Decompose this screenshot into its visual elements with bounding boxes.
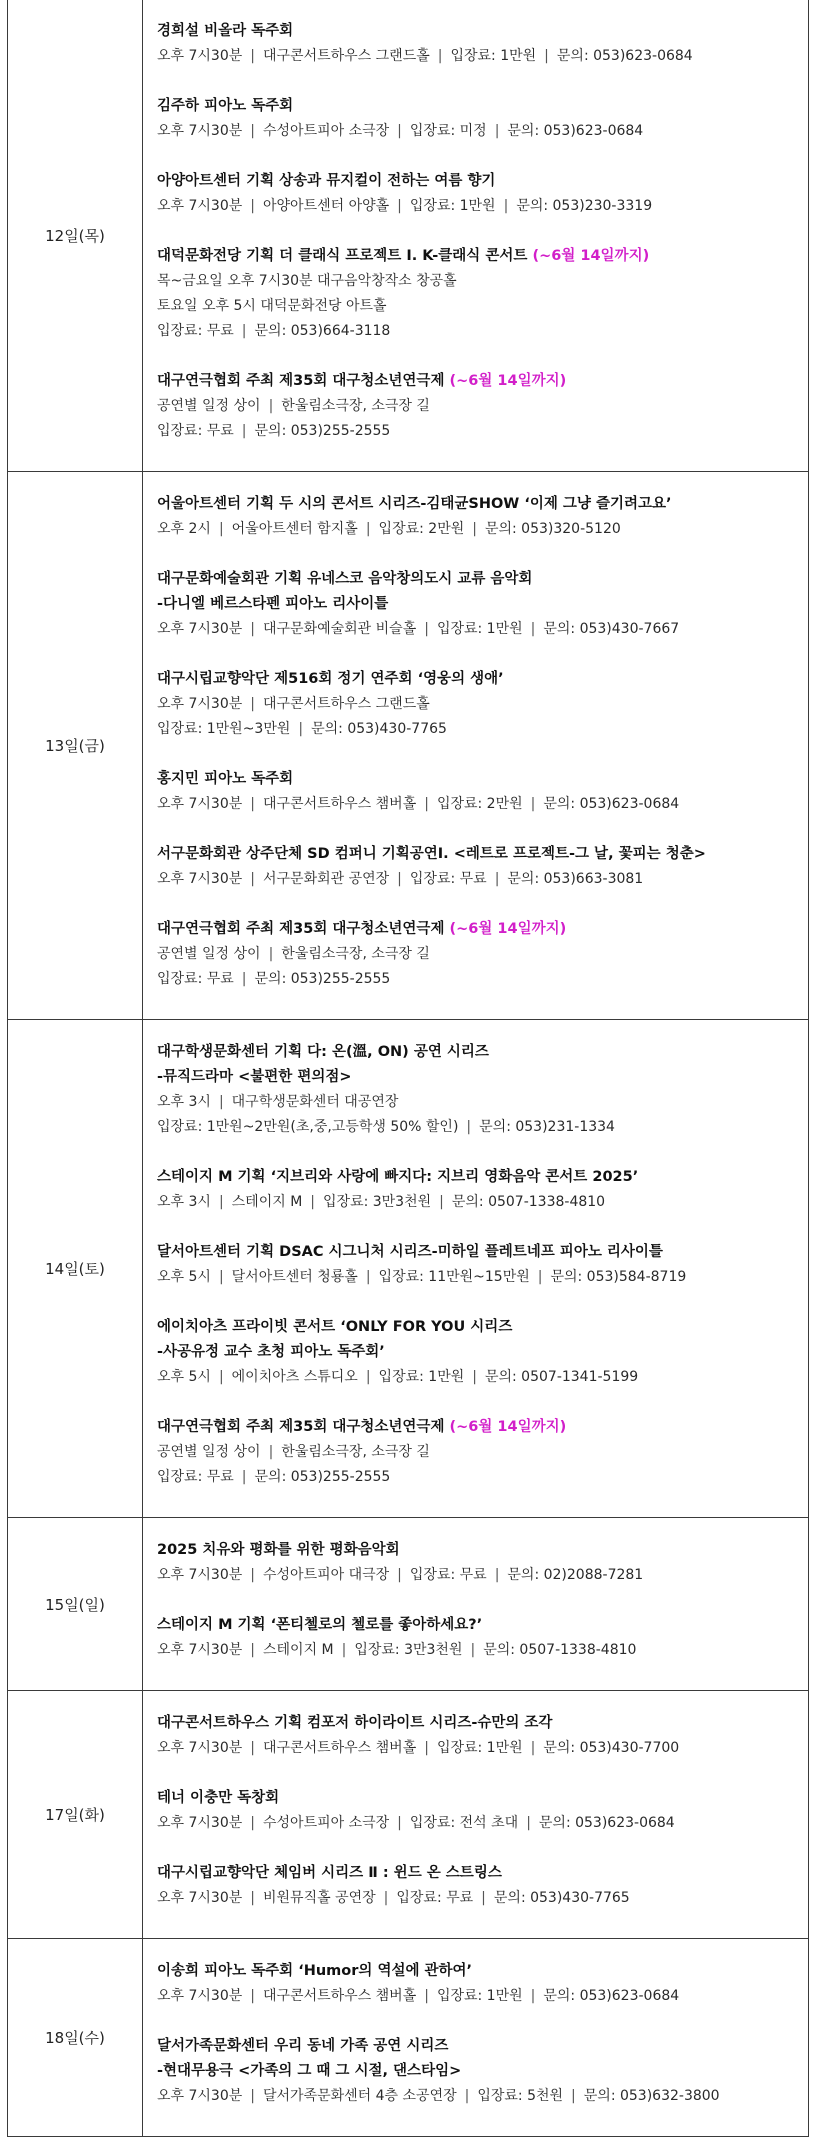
event-detail-line bbox=[157, 319, 794, 344]
event-subtitle: -뮤직드라마 <불편한 편의점> bbox=[157, 1069, 352, 1085]
event-title bbox=[157, 667, 794, 692]
separator: | bbox=[424, 796, 429, 812]
event-item bbox=[157, 1415, 794, 1490]
event-title bbox=[157, 1613, 794, 1638]
event-list bbox=[143, 1691, 808, 1938]
event-title-text: 대구연극협회 주최 제35회 대구청소년연극제 bbox=[157, 1419, 445, 1435]
event-title-text: 달서가족문화센터 우리 동네 가족 공연 시리즈 bbox=[157, 2038, 449, 2054]
separator: | bbox=[437, 48, 443, 64]
event-item bbox=[157, 567, 794, 642]
separator: | bbox=[241, 323, 247, 339]
event-detail: 오후 5시 bbox=[157, 1369, 211, 1385]
separator: | bbox=[464, 2088, 470, 2104]
event-detail: 수성아트피아 소극장 bbox=[263, 123, 390, 139]
events-cell bbox=[143, 472, 809, 1020]
event-detail-line bbox=[157, 1190, 794, 1215]
event-detail: 입장료: 무료 bbox=[409, 871, 487, 887]
event-title bbox=[157, 169, 794, 194]
event-period-note: (~6월 14일까지) bbox=[449, 1419, 567, 1435]
event-detail: 서구문화회관 공연장 bbox=[263, 871, 390, 887]
event-detail: 오후 2시 bbox=[157, 521, 211, 537]
event-detail-line bbox=[157, 269, 794, 294]
event-detail: 입장료: 미정 bbox=[409, 123, 487, 139]
event-title-text: 경희설 비올라 독주회 bbox=[157, 23, 294, 39]
event-title-text: 스테이지 M 기획 ‘폰티첼로의 첼로를 좋아하세요?’ bbox=[157, 1617, 483, 1633]
event-detail: 달서가족문화센터 4층 소공연장 bbox=[263, 2088, 457, 2104]
schedule-body bbox=[8, 0, 809, 2137]
separator: | bbox=[530, 796, 536, 812]
event-detail-line bbox=[157, 2084, 794, 2109]
event-title bbox=[157, 1959, 794, 1984]
event-title-text: 김주하 피아노 독주회 bbox=[157, 98, 294, 114]
event-detail: 입장료: 무료 bbox=[157, 971, 234, 987]
event-detail: 오후 7시30분 bbox=[157, 796, 243, 812]
event-detail: 입장료: 무료 bbox=[157, 423, 234, 439]
separator: | bbox=[472, 1369, 477, 1385]
event-title bbox=[157, 767, 794, 792]
event-detail: 문의: 053)430-7700 bbox=[543, 1740, 680, 1756]
event-detail-line bbox=[157, 942, 794, 967]
event-detail-line bbox=[157, 1886, 794, 1911]
event-detail: 문의: 0507-1341-5199 bbox=[484, 1369, 639, 1385]
separator: | bbox=[365, 1369, 371, 1385]
event-detail: 스테이지 M bbox=[231, 1194, 303, 1210]
separator: | bbox=[218, 1369, 224, 1385]
event-detail-line bbox=[157, 1090, 794, 1115]
event-title bbox=[157, 1040, 794, 1065]
event-detail-line bbox=[157, 792, 794, 817]
event-item bbox=[157, 1538, 794, 1588]
separator: | bbox=[310, 1194, 316, 1210]
separator: | bbox=[397, 1567, 402, 1583]
separator: | bbox=[298, 721, 304, 737]
event-detail: 입장료: 1만원~2만원(초,중,고등학생 50% 할인) bbox=[157, 1119, 459, 1135]
day-row bbox=[8, 1691, 809, 1939]
event-title bbox=[157, 2034, 794, 2059]
event-period-note: (~6월 14일까지) bbox=[532, 248, 650, 264]
separator: | bbox=[503, 198, 509, 214]
event-detail: 문의: 053)623-0684 bbox=[538, 1815, 675, 1831]
event-title bbox=[157, 1711, 794, 1736]
separator: | bbox=[250, 198, 255, 214]
event-detail: 입장료: 3만3천원 bbox=[323, 1194, 432, 1210]
event-item bbox=[157, 667, 794, 742]
event-title bbox=[157, 19, 794, 44]
event-detail: 입장료: 3만3천원 bbox=[354, 1642, 463, 1658]
event-detail-line bbox=[157, 419, 794, 444]
event-detail: 대구콘서트하우스 챔버홀 bbox=[263, 796, 417, 812]
event-title bbox=[157, 1165, 794, 1190]
event-item bbox=[157, 1613, 794, 1663]
event-detail: 아양아트센터 아양홀 bbox=[263, 198, 390, 214]
event-detail: 어울아트센터 함지홀 bbox=[231, 521, 358, 537]
separator: | bbox=[494, 123, 500, 139]
events-cell bbox=[143, 1518, 809, 1691]
event-detail: 오후 7시30분 bbox=[157, 1642, 243, 1658]
event-detail: 오후 7시30분 bbox=[157, 696, 243, 712]
event-detail-line bbox=[157, 1811, 794, 1836]
event-detail-line bbox=[157, 394, 794, 419]
event-title bbox=[157, 492, 794, 517]
event-detail: 오후 5시 bbox=[157, 1269, 211, 1285]
event-detail: 오후 7시30분 bbox=[157, 871, 243, 887]
event-detail: 오후 7시30분 bbox=[157, 621, 243, 637]
event-title bbox=[157, 1861, 794, 1886]
event-detail: 입장료: 1만원 bbox=[409, 198, 496, 214]
event-detail: 입장료: 2만원 bbox=[378, 521, 465, 537]
event-detail: 오후 7시30분 bbox=[157, 123, 243, 139]
separator: | bbox=[397, 871, 402, 887]
day-row bbox=[8, 0, 809, 472]
separator: | bbox=[494, 1567, 500, 1583]
event-detail: 오후 7시30분 bbox=[157, 1890, 243, 1906]
event-detail: 입장료: 5천원 bbox=[477, 2088, 564, 2104]
event-title-text: 달서아트센터 기획 DSAC 시그니처 시리즈-미하일 플레트네프 피아노 리사이틀 bbox=[157, 1244, 663, 1260]
event-title bbox=[157, 1315, 794, 1340]
event-detail: 수성아트피아 대극장 bbox=[263, 1567, 390, 1583]
separator: | bbox=[397, 1815, 402, 1831]
event-item bbox=[157, 2034, 794, 2109]
event-detail: 입장료: 1만원 bbox=[450, 48, 537, 64]
event-detail-line bbox=[157, 119, 794, 144]
separator: | bbox=[250, 796, 255, 812]
event-detail: 입장료: 1만원 bbox=[436, 1740, 523, 1756]
separator: | bbox=[250, 1567, 255, 1583]
separator: | bbox=[250, 1642, 255, 1658]
separator: | bbox=[250, 696, 255, 712]
event-detail-line bbox=[157, 294, 794, 319]
separator: | bbox=[439, 1194, 444, 1210]
event-detail: 오후 3시 bbox=[157, 1194, 211, 1210]
event-list bbox=[143, 1020, 808, 1517]
event-subtitle: -다니엘 베르스타펜 피아노 리사이틀 bbox=[157, 596, 389, 612]
separator: | bbox=[470, 1642, 476, 1658]
event-title-text: 아양아트센터 기획 상송과 뮤지컬이 전하는 여름 향기 bbox=[157, 173, 496, 189]
event-detail: 대구학생문화센터 대공연장 bbox=[231, 1094, 399, 1110]
event-title-text: 이송희 피아노 독주회 ‘Humor의 역설에 관하여’ bbox=[157, 1963, 473, 1979]
event-title-text: 테너 이충만 독창회 bbox=[157, 1790, 280, 1806]
event-detail: 문의: 0507-1338-4810 bbox=[451, 1194, 606, 1210]
event-item bbox=[157, 169, 794, 219]
separator: | bbox=[341, 1642, 347, 1658]
separator: | bbox=[424, 621, 429, 637]
event-item bbox=[157, 492, 794, 542]
event-detail: 공연별 일정 상이 bbox=[157, 1444, 261, 1460]
event-item bbox=[157, 1786, 794, 1836]
separator: | bbox=[365, 521, 371, 537]
event-title bbox=[157, 1538, 794, 1563]
separator: | bbox=[250, 1815, 255, 1831]
event-subtitle: -현대무용극 <가족의 그 때 그 시절, 댄스타임> bbox=[157, 2063, 462, 2079]
separator: | bbox=[530, 621, 536, 637]
separator: | bbox=[268, 1444, 274, 1460]
separator: | bbox=[268, 946, 274, 962]
event-detail: 입장료: 1만원 bbox=[436, 1988, 523, 2004]
event-item bbox=[157, 1240, 794, 1290]
separator: | bbox=[494, 871, 500, 887]
separator: | bbox=[241, 971, 247, 987]
event-detail-line bbox=[157, 1465, 794, 1490]
event-detail: 문의: 053)320-5120 bbox=[484, 521, 621, 537]
event-period-note: (~6월 14일까지) bbox=[449, 921, 567, 937]
event-item bbox=[157, 1165, 794, 1215]
event-detail: 한울림소극장, 소극장 길 bbox=[281, 946, 430, 962]
event-item bbox=[157, 369, 794, 444]
day-label: 13일(금) bbox=[8, 472, 143, 1020]
event-detail: 입장료: 1만원 bbox=[378, 1369, 465, 1385]
event-detail: 대구콘서트하우스 그랜드홀 bbox=[263, 48, 430, 64]
day-row bbox=[8, 1939, 809, 2137]
event-detail: 오후 7시30분 bbox=[157, 1567, 243, 1583]
event-detail: 문의: 053)584-8719 bbox=[550, 1269, 687, 1285]
separator: | bbox=[571, 2088, 576, 2104]
events-cell bbox=[143, 1939, 809, 2137]
event-detail: 문의: 053)430-7765 bbox=[493, 1890, 630, 1906]
event-detail: 스테이지 M bbox=[263, 1642, 334, 1658]
event-detail: 비원뮤직홀 공연장 bbox=[263, 1890, 376, 1906]
event-detail: 문의: 053)230-3319 bbox=[516, 198, 653, 214]
event-detail: 문의: 053)623-0684 bbox=[556, 48, 693, 64]
event-list bbox=[143, 472, 808, 1019]
event-detail: 문의: 053)231-1334 bbox=[479, 1119, 615, 1135]
separator: | bbox=[530, 1988, 536, 2004]
separator: | bbox=[218, 1094, 224, 1110]
event-detail-line bbox=[157, 1984, 794, 2009]
event-detail: 입장료: 무료 bbox=[157, 323, 234, 339]
day-label: 14일(토) bbox=[8, 1020, 143, 1518]
event-detail: 입장료: 2만원 bbox=[436, 796, 523, 812]
separator: | bbox=[544, 48, 549, 64]
event-title-text: 어울아트센터 기획 두 시의 콘서트 시리즈-김태균SHOW ‘이제 그냥 즐기려고요’ bbox=[157, 496, 672, 512]
event-title-text: 에이치아츠 프라이빗 콘서트 ‘ONLY FOR YOU 시리즈 bbox=[157, 1319, 513, 1335]
event-detail-line bbox=[157, 692, 794, 717]
event-detail: 입장료: 전석 초대 bbox=[409, 1815, 519, 1831]
event-title-text: 대덕문화전당 기획 더 클래식 프로젝트 Ⅰ. K-클래식 콘서트 bbox=[157, 248, 528, 264]
event-item bbox=[157, 1861, 794, 1911]
event-detail-line bbox=[157, 1736, 794, 1761]
event-detail: 오후 7시30분 bbox=[157, 1740, 243, 1756]
day-label: 15일(일) bbox=[8, 1518, 143, 1691]
event-title-text: 홍지민 피아노 독주회 bbox=[157, 771, 294, 787]
event-title bbox=[157, 1415, 794, 1440]
event-detail: 한울림소극장, 소극장 길 bbox=[281, 398, 430, 414]
separator: | bbox=[250, 871, 255, 887]
separator: | bbox=[241, 423, 247, 439]
event-title-text: 2025 치유와 평화를 위한 평화음악회 bbox=[157, 1542, 400, 1558]
event-title-text: 대구콘서트하우스 기획 컴포저 하이라이트 시리즈-슈만의 조각 bbox=[157, 1715, 553, 1731]
event-detail-line bbox=[157, 717, 794, 742]
event-title-text: 대구시립교향악단 제516회 정기 연주회 ‘영웅의 생애’ bbox=[157, 671, 504, 687]
separator: | bbox=[537, 1269, 543, 1285]
event-title bbox=[157, 917, 794, 942]
separator: | bbox=[466, 1119, 472, 1135]
event-list bbox=[143, 0, 808, 471]
event-list bbox=[143, 1939, 808, 2136]
event-detail: 한울림소극장, 소극장 길 bbox=[281, 1444, 430, 1460]
event-detail-line bbox=[157, 1563, 794, 1588]
separator: | bbox=[250, 621, 255, 637]
event-detail: 대구콘서트하우스 챔버홀 bbox=[263, 1740, 417, 1756]
event-detail: 입장료: 무료 bbox=[396, 1890, 474, 1906]
separator: | bbox=[250, 1988, 255, 2004]
event-detail: 달서아트센터 청룡홀 bbox=[231, 1269, 358, 1285]
event-item bbox=[157, 1959, 794, 2009]
separator: | bbox=[472, 521, 477, 537]
event-detail-line bbox=[157, 1638, 794, 1663]
event-title-text: 대구시립교향악단 체임버 시리즈 Ⅱ : 윈드 온 스트링스 bbox=[157, 1865, 502, 1881]
separator: | bbox=[241, 1469, 247, 1485]
event-detail: 문의: 0507-1338-4810 bbox=[483, 1642, 637, 1658]
event-subtitle: -사공유정 교수 초청 피아노 독주회’ bbox=[157, 1344, 385, 1360]
events-cell bbox=[143, 1020, 809, 1518]
event-detail: 오후 7시30분 bbox=[157, 198, 243, 214]
event-title bbox=[157, 369, 794, 394]
event-title-text: 서구문화회관 상주단체 SD 컴퍼니 기획공연Ⅰ. <레트로 프로젝트-그 날, 꽃피는 청춘> bbox=[157, 846, 706, 862]
separator: | bbox=[365, 1269, 371, 1285]
event-detail: 입장료: 1만원 bbox=[436, 621, 523, 637]
event-detail: 입장료: 무료 bbox=[409, 1567, 487, 1583]
separator: | bbox=[250, 2088, 255, 2104]
separator: | bbox=[250, 1890, 255, 1906]
events-cell bbox=[143, 1691, 809, 1939]
event-detail-line bbox=[157, 44, 794, 69]
event-detail: 대구콘서트하우스 챔버홀 bbox=[263, 1988, 417, 2004]
event-detail: 오후 7시30분 bbox=[157, 1988, 243, 2004]
event-list bbox=[143, 1518, 808, 1690]
separator: | bbox=[424, 1740, 429, 1756]
event-detail-line bbox=[157, 194, 794, 219]
event-item bbox=[157, 19, 794, 69]
event-detail-line bbox=[157, 1365, 794, 1390]
schedule-table bbox=[7, 0, 809, 2137]
separator: | bbox=[250, 1740, 255, 1756]
separator: | bbox=[526, 1815, 531, 1831]
event-detail: 문의: 053)623-0684 bbox=[507, 123, 644, 139]
events-cell bbox=[143, 0, 809, 472]
event-detail: 입장료: 11만원~15만원 bbox=[378, 1269, 530, 1285]
event-detail-line bbox=[157, 1440, 794, 1465]
event-title bbox=[157, 842, 794, 867]
event-title-text: 대구학생문화센터 기획 다: 온(溫, ON) 공연 시리즈 bbox=[157, 1044, 489, 1060]
day-label: 18일(수) bbox=[8, 1939, 143, 2137]
event-detail: 목~금요일 오후 7시30분 대구음악창작소 창공홀 bbox=[157, 273, 457, 289]
event-detail-line bbox=[157, 967, 794, 992]
separator: | bbox=[530, 1740, 536, 1756]
day-row bbox=[8, 1518, 809, 1691]
event-detail-line bbox=[157, 1115, 794, 1140]
separator: | bbox=[250, 123, 255, 139]
event-detail: 오후 7시30분 bbox=[157, 1815, 243, 1831]
event-title bbox=[157, 244, 794, 269]
event-detail: 문의: 053)663-3081 bbox=[507, 871, 644, 887]
event-item bbox=[157, 244, 794, 344]
event-detail-line bbox=[157, 867, 794, 892]
separator: | bbox=[250, 48, 255, 64]
event-detail: 대구문화예술회관 비슬홀 bbox=[263, 621, 417, 637]
event-item bbox=[157, 842, 794, 892]
event-detail: 오후 3시 bbox=[157, 1094, 211, 1110]
event-detail: 문의: 053)664-3118 bbox=[254, 323, 391, 339]
event-item bbox=[157, 94, 794, 144]
separator: | bbox=[218, 521, 224, 537]
event-item bbox=[157, 917, 794, 992]
event-detail: 오후 7시30분 bbox=[157, 48, 243, 64]
event-title-text: 대구문화예술회관 기획 유네스코 음악창의도시 교류 음악회 bbox=[157, 571, 533, 587]
event-detail: 문의: 053)430-7765 bbox=[311, 721, 447, 737]
event-detail: 문의: 053)255-2555 bbox=[254, 1469, 391, 1485]
event-detail: 공연별 일정 상이 bbox=[157, 946, 261, 962]
event-detail: 입장료: 1만원~3만원 bbox=[157, 721, 291, 737]
event-detail: 문의: 053)255-2555 bbox=[254, 423, 391, 439]
event-item bbox=[157, 1040, 794, 1140]
event-item bbox=[157, 767, 794, 817]
event-detail: 토요일 오후 5시 대덕문화전당 아트홀 bbox=[157, 298, 387, 314]
event-detail: 에이치아츠 스튜디오 bbox=[231, 1369, 358, 1385]
event-period-note: (~6월 14일까지) bbox=[449, 373, 567, 389]
event-detail: 수성아트피아 소극장 bbox=[263, 1815, 390, 1831]
event-title-text: 대구연극협회 주최 제35회 대구청소년연극제 bbox=[157, 373, 445, 389]
event-title-text: 대구연극협회 주최 제35회 대구청소년연극제 bbox=[157, 921, 445, 937]
event-title bbox=[157, 1240, 794, 1265]
event-detail: 문의: 053)430-7667 bbox=[543, 621, 680, 637]
separator: | bbox=[397, 198, 402, 214]
event-detail: 문의: 053)255-2555 bbox=[254, 971, 391, 987]
event-detail: 문의: 053)623-0684 bbox=[543, 1988, 680, 2004]
event-item bbox=[157, 1315, 794, 1390]
event-detail: 문의: 02)2088-7281 bbox=[507, 1567, 644, 1583]
day-row bbox=[8, 1020, 809, 1518]
event-detail: 문의: 053)623-0684 bbox=[543, 796, 680, 812]
event-title-text: 스테이지 M 기획 ‘지브리와 사랑에 빠지다: 지브리 영화음악 콘서트 2025’ bbox=[157, 1169, 639, 1185]
event-detail: 공연별 일정 상이 bbox=[157, 398, 261, 414]
event-detail: 대구콘서트하우스 그랜드홀 bbox=[263, 696, 430, 712]
event-detail-line bbox=[157, 517, 794, 542]
separator: | bbox=[383, 1890, 389, 1906]
day-label: 17일(화) bbox=[8, 1691, 143, 1939]
separator: | bbox=[268, 398, 274, 414]
event-detail: 오후 7시30분 bbox=[157, 2088, 243, 2104]
event-title bbox=[157, 1786, 794, 1811]
separator: | bbox=[218, 1194, 224, 1210]
event-item bbox=[157, 1711, 794, 1761]
event-detail-line bbox=[157, 617, 794, 642]
event-detail-line bbox=[157, 1265, 794, 1290]
day-label: 12일(목) bbox=[8, 0, 143, 472]
separator: | bbox=[481, 1890, 486, 1906]
separator: | bbox=[397, 123, 402, 139]
event-title bbox=[157, 567, 794, 592]
event-detail: 입장료: 무료 bbox=[157, 1469, 234, 1485]
event-title bbox=[157, 94, 794, 119]
separator: | bbox=[424, 1988, 429, 2004]
day-row bbox=[8, 472, 809, 1020]
separator: | bbox=[218, 1269, 224, 1285]
event-detail: 문의: 053)632-3800 bbox=[583, 2088, 720, 2104]
